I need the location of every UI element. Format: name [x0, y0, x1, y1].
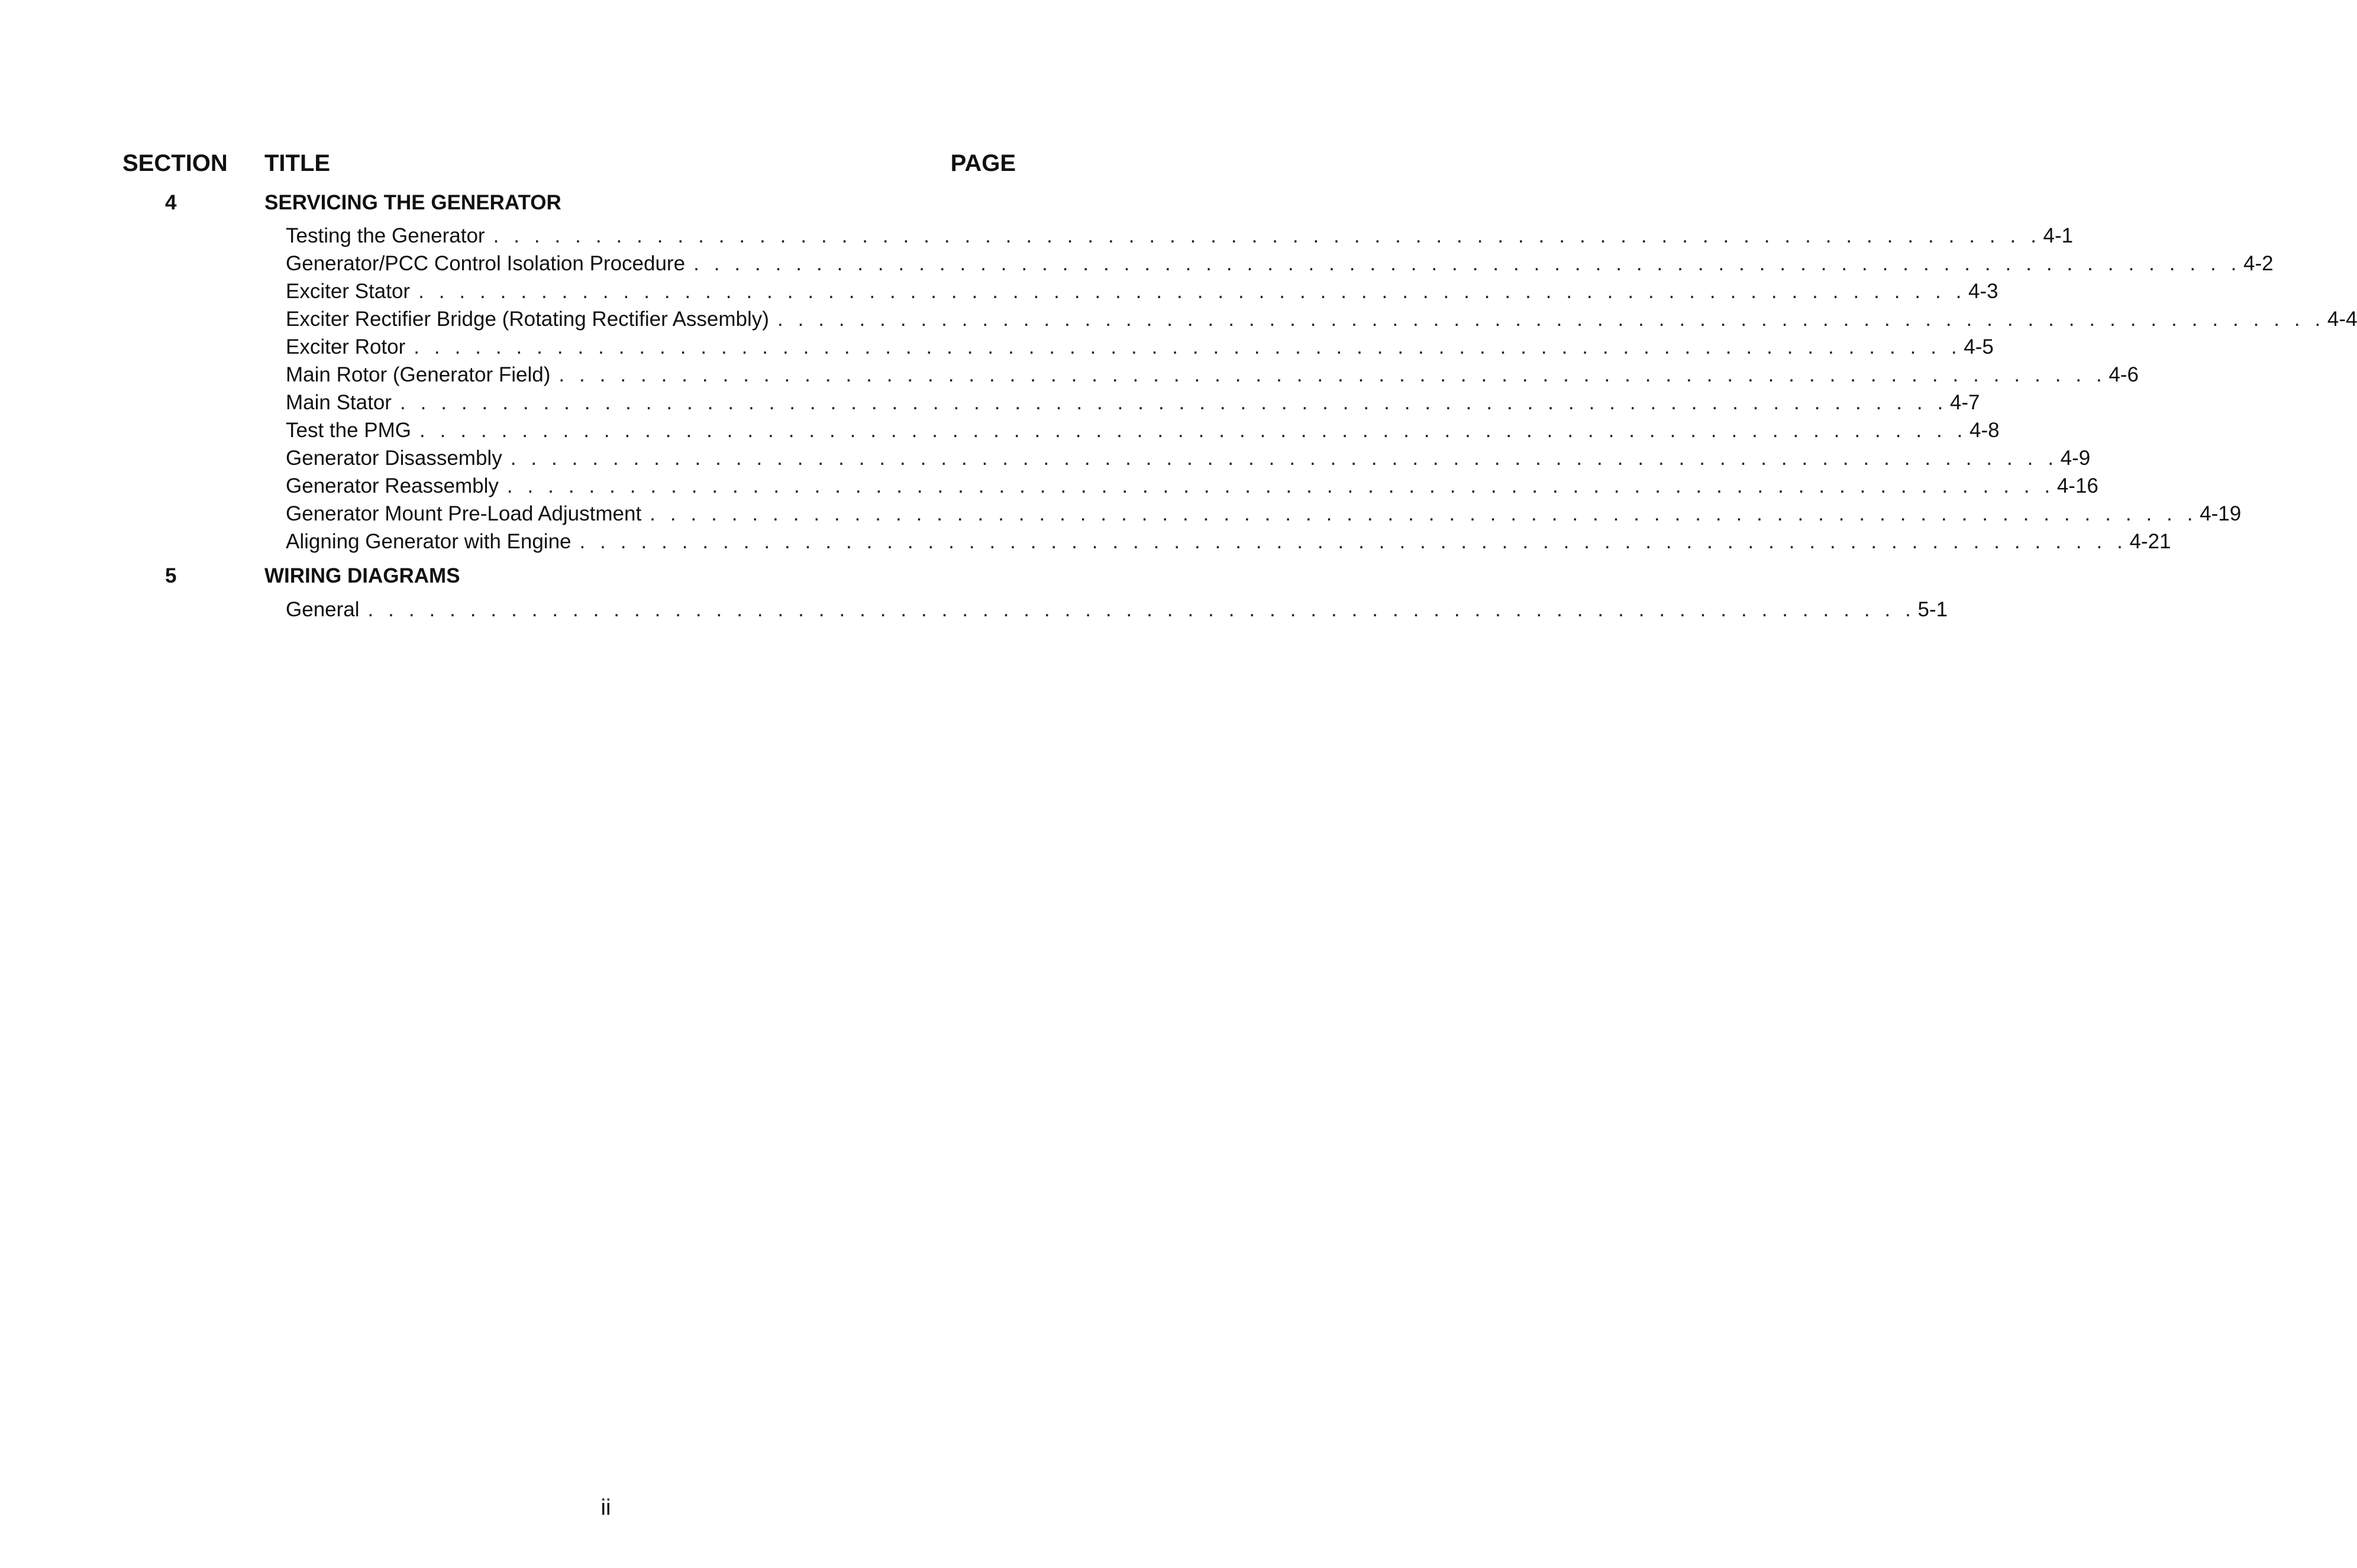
toc-entry[interactable]	[286, 502, 2242, 526]
toc-entry-title: Generator Disassembly	[286, 447, 502, 470]
toc-entry-title: Exciter Stator	[286, 280, 411, 303]
page-number: ii	[600, 1495, 611, 1520]
toc-entry-page: 4-5	[1964, 335, 1994, 358]
section-title: WIRING DIAGRAMS	[264, 564, 460, 587]
dot-leader: . . . . . . . . . . . . . . . . . . . . . . . . . . . . . . . . . . . . . . . . . . . . . . . . . . . . . . . . . . . . . . . . . . . . . . . . . . . .	[579, 530, 2127, 553]
toc-entry-title: Exciter Rectifier Bridge (Rotating Rectifier Assembly)	[286, 308, 769, 331]
toc-entry-page: 4-19	[2200, 502, 2242, 525]
toc-entry-page: 4-6	[2109, 363, 2139, 386]
toc-entry-page: 4-1	[2043, 224, 2074, 247]
toc-entry-page: 4-8	[1969, 419, 2000, 442]
toc-entry-title: Exciter Rotor	[286, 335, 406, 358]
section-number: 4	[165, 191, 177, 214]
toc-entry[interactable]	[286, 335, 1994, 360]
dot-leader: . . . . . . . . . . . . . . . . . . . . . . . . . . . . . . . . . . . . . . . . . . . . . . . . . . . . . . . . . . . . . . . . . . . . . . . . . . . .	[419, 419, 1967, 442]
toc-entry[interactable]	[286, 390, 1980, 415]
dot-leader: . . . . . . . . . . . . . . . . . . . . . . . . . . . . . . . . . . . . . . . . . . . . . . . . . . . . . . . . . . . . . . . . . . . . . . . . . . . .	[493, 224, 2041, 247]
dot-leader: . . . . . . . . . . . . . . . . . . . . . . . . . . . . . . . . . . . . . . . . . . . . . . . . . . . . . . . . . . . . . . . . . . . . . . . . . . . .	[558, 363, 2107, 386]
toc-entry[interactable]	[286, 224, 2074, 248]
dot-leader: . . . . . . . . . . . . . . . . . . . . . . . . . . . . . . . . . . . . . . . . . . . . . . . . . . . . . . . . . . . . . . . . . . . . . . . . . . . .	[777, 308, 2325, 331]
dot-leader: . . . . . . . . . . . . . . . . . . . . . . . . . . . . . . . . . . . . . . . . . . . . . . . . . . . . . . . . . . . . . . . . . . . . . . . . . . . .	[418, 280, 1967, 303]
toc-entry-title: Main Stator	[286, 391, 392, 414]
toc-entry-title: Main Rotor (Generator Field)	[286, 363, 551, 386]
toc-entry[interactable]	[286, 363, 2139, 387]
dot-leader: . . . . . . . . . . . . . . . . . . . . . . . . . . . . . . . . . . . . . . . . . . . . . . . . . . . . . . . . . . . . . . . . . . . . . . . . . . . .	[367, 598, 1916, 621]
toc-entry-title: Generator Reassembly	[286, 474, 499, 497]
section-column-header: SECTION	[122, 150, 228, 176]
toc-entry-page: 4-9	[2060, 447, 2091, 470]
dot-leader: . . . . . . . . . . . . . . . . . . . . . . . . . . . . . . . . . . . . . . . . . . . . . . . . . . . . . . . . . . . . . . . . . . . . . . . . . . . .	[650, 502, 2198, 525]
toc-entry-page: 4-3	[1968, 280, 1998, 303]
toc-entry-title: Generator/PCC Control Isolation Procedure	[286, 252, 686, 275]
toc-entry[interactable]	[286, 279, 1998, 304]
toc-entry-page: 4-2	[2243, 252, 2274, 275]
title-column-header: TITLE	[264, 150, 331, 176]
toc-entry[interactable]	[286, 418, 2000, 443]
toc-entry-page: 4-16	[2056, 474, 2098, 497]
toc-entry-page: 4-7	[1949, 391, 1980, 414]
dot-leader: . . . . . . . . . . . . . . . . . . . . . . . . . . . . . . . . . . . . . . . . . . . . . . . . . . . . . . . . . . . . . . . . . . . . . . . . . . . .	[506, 474, 2055, 497]
toc-entry-page: 4-21	[2129, 530, 2171, 553]
toc-entry[interactable]	[286, 597, 1948, 622]
dot-leader: . . . . . . . . . . . . . . . . . . . . . . . . . . . . . . . . . . . . . . . . . . . . . . . . . . . . . . . . . . . . . . . . . . . . . . . . . . . .	[510, 447, 2058, 470]
toc-entry-page: 5-1	[1917, 598, 1948, 621]
toc-entry[interactable]	[286, 529, 2171, 554]
page-column-header: PAGE	[950, 150, 1016, 176]
toc-entry-title: Generator Mount Pre-Load Adjustment	[286, 502, 642, 525]
section-title: SERVICING THE GENERATOR	[264, 191, 561, 214]
toc-entry-title: General	[286, 598, 360, 621]
toc-entry-title: Test the PMG	[286, 419, 412, 442]
toc-entry[interactable]	[286, 474, 2098, 499]
toc-entry-page: 4-4	[2327, 308, 2357, 331]
dot-leader: . . . . . . . . . . . . . . . . . . . . . . . . . . . . . . . . . . . . . . . . . . . . . . . . . . . . . . . . . . . . . . . . . . . . . . . . . . . .	[414, 335, 1962, 358]
dot-leader: . . . . . . . . . . . . . . . . . . . . . . . . . . . . . . . . . . . . . . . . . . . . . . . . . . . . . . . . . . . . . . . . . . . . . . . . . . . .	[693, 252, 2242, 275]
toc-entry[interactable]	[286, 446, 2091, 471]
toc-entry-title: Aligning Generator with Engine	[286, 530, 572, 553]
toc-entry[interactable]	[286, 307, 2357, 332]
dot-leader: . . . . . . . . . . . . . . . . . . . . . . . . . . . . . . . . . . . . . . . . . . . . . . . . . . . . . . . . . . . . . . . . . . . . . . . . . . . .	[399, 391, 1948, 414]
section-number: 5	[165, 564, 177, 587]
toc-entry-title: Testing the Generator	[286, 224, 485, 247]
toc-entry[interactable]	[286, 251, 2274, 276]
